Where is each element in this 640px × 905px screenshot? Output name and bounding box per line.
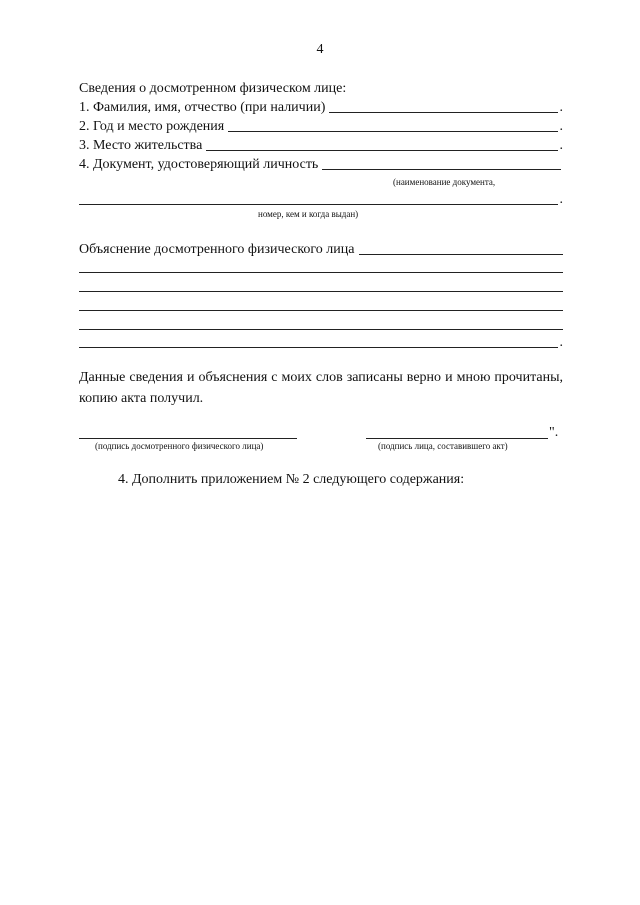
fill-line[interactable] xyxy=(329,112,557,113)
signature-person-caption: (подпись досмотренного физического лица) xyxy=(95,441,264,451)
field-full-name xyxy=(79,99,563,117)
field-identity-document-continued xyxy=(79,191,563,209)
field-end: . xyxy=(559,192,563,207)
field-explanation xyxy=(79,241,563,259)
amendment-text: 4. Дополнить приложением № 2 следующего содержания: xyxy=(118,472,465,487)
field-end: . xyxy=(559,138,563,153)
document-caption-2: номер, кем и когда выдан) xyxy=(258,209,359,219)
explanation-line-4[interactable] xyxy=(79,329,563,330)
explanation-line-2[interactable] xyxy=(79,291,563,292)
fill-line[interactable] xyxy=(228,131,557,132)
field-identity-document xyxy=(79,156,563,174)
explanation-line-1[interactable] xyxy=(79,272,563,273)
confirmation-text: Данные сведения и объяснения с моих слов записаны верно и мною прочитаны, копию акта получил. xyxy=(79,370,563,406)
fill-line[interactable] xyxy=(359,254,564,255)
field-label: 3. Место жительства xyxy=(79,138,203,153)
field-end: . xyxy=(559,335,563,350)
explanation-line-3[interactable] xyxy=(79,310,563,311)
fill-line[interactable] xyxy=(79,204,558,205)
field-end: . xyxy=(559,100,563,115)
field-end: . xyxy=(559,119,563,134)
section-title: Сведения о досмотренном физическом лице: xyxy=(79,81,347,96)
field-birth xyxy=(79,118,563,136)
page-number: 4 xyxy=(316,42,324,57)
signature-line-person[interactable] xyxy=(79,438,297,439)
field-label: Объяснение досмотренного физического лица xyxy=(79,242,355,257)
explanation-line-5 xyxy=(79,334,563,352)
signature-closing: ". xyxy=(549,425,559,440)
fill-line[interactable] xyxy=(206,150,557,151)
document-caption-1: (наименование документа, xyxy=(393,177,496,187)
fill-line[interactable] xyxy=(79,347,558,348)
field-residence xyxy=(79,137,563,155)
field-label: 2. Год и место рождения xyxy=(79,119,225,134)
fill-line[interactable] xyxy=(322,169,561,170)
field-label: 4. Документ, удостоверяющий личность xyxy=(79,157,319,172)
signature-line-author[interactable] xyxy=(366,438,548,439)
signature-author-caption: (подпись лица, составившего акт) xyxy=(378,441,508,451)
field-label: 1. Фамилия, имя, отчество (при наличии) xyxy=(79,100,326,115)
